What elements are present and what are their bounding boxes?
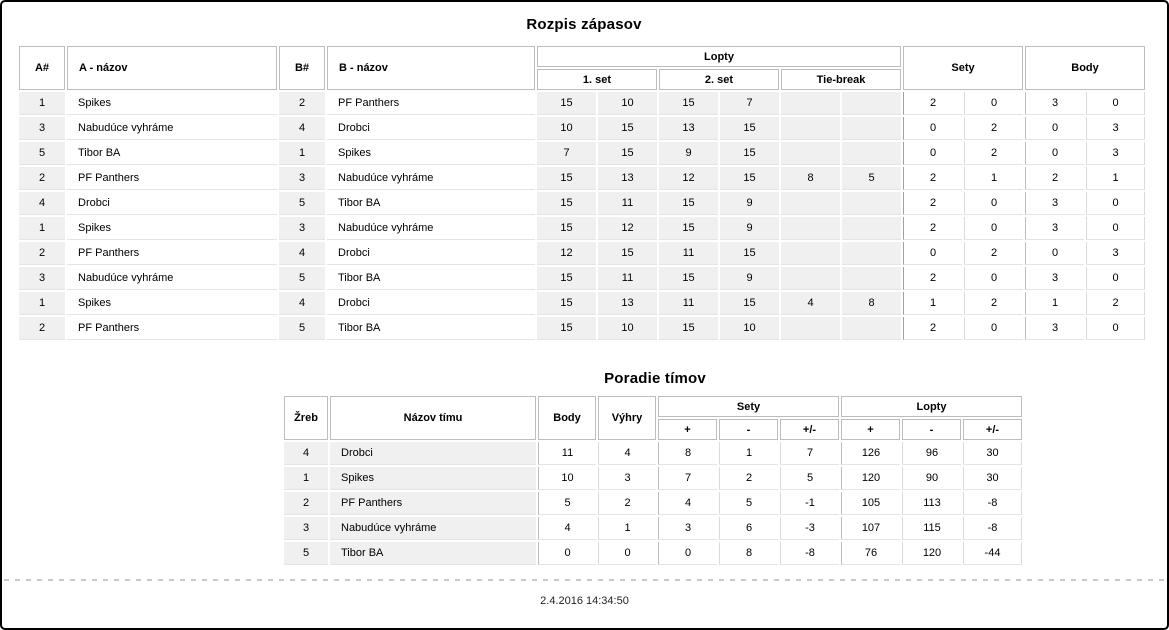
set1-balls-b: 15 (598, 242, 657, 265)
match-row (19, 167, 1145, 190)
match-a-draw: 2 (19, 317, 65, 340)
standing-team-name: Spikes (330, 467, 536, 490)
standing-sets-minus: 2 (719, 467, 778, 490)
standing-row (284, 467, 1022, 490)
sets-won-b: 0 (964, 267, 1023, 290)
col-header-set1: 1. set (537, 69, 657, 90)
standing-wins: 2 (598, 492, 656, 515)
match-row (19, 142, 1145, 165)
match-b-draw: 5 (279, 192, 325, 215)
match-a-team: Tibor BA (67, 142, 277, 165)
col-header-a-draw: A# (19, 46, 65, 90)
match-b-team: Nabudúce vyhráme (327, 167, 535, 190)
standing-balls-minus: 120 (902, 542, 961, 565)
set2-balls-b: 10 (720, 317, 779, 340)
set1-balls-a: 15 (537, 217, 596, 240)
match-points-b: 0 (1086, 317, 1145, 340)
standing-draw: 1 (284, 467, 328, 490)
match-points-b: 0 (1086, 92, 1145, 115)
standing-draw: 3 (284, 517, 328, 540)
match-a-draw: 2 (19, 167, 65, 190)
col-header-sets: Sety (903, 46, 1023, 90)
tiebreak-balls-b (842, 317, 901, 340)
match-a-draw: 3 (19, 117, 65, 140)
match-a-team: PF Panthers (67, 317, 277, 340)
match-a-draw: 3 (19, 267, 65, 290)
match-points-a: 3 (1025, 92, 1084, 115)
match-points-b: 3 (1086, 242, 1145, 265)
match-points-a: 0 (1025, 117, 1084, 140)
col-header-set2: 2. set (659, 69, 779, 90)
standing-team-name: Drobci (330, 442, 536, 465)
standing-row (284, 517, 1022, 540)
match-points-b: 0 (1086, 267, 1145, 290)
standing-balls-plus: 76 (841, 542, 900, 565)
col-header-sets-diff: +/- (780, 419, 839, 440)
match-b-team: Tibor BA (327, 192, 535, 215)
match-a-draw: 1 (19, 92, 65, 115)
set2-balls-b: 15 (720, 292, 779, 315)
sets-won-b: 2 (964, 142, 1023, 165)
sets-won-a: 0 (903, 117, 962, 140)
tiebreak-balls-a (781, 242, 840, 265)
sets-won-a: 1 (903, 292, 962, 315)
match-b-team: Tibor BA (327, 317, 535, 340)
tiebreak-balls-b: 8 (842, 292, 901, 315)
set1-balls-a: 15 (537, 292, 596, 315)
standing-wins: 1 (598, 517, 656, 540)
standing-wins: 4 (598, 442, 656, 465)
standing-draw: 2 (284, 492, 328, 515)
tiebreak-balls-a (781, 267, 840, 290)
standing-sets-minus: 8 (719, 542, 778, 565)
standing-wins: 0 (598, 542, 656, 565)
standing-points: 10 (538, 467, 596, 490)
standing-balls-plus: 107 (841, 517, 900, 540)
standing-sets-diff: -1 (780, 492, 839, 515)
col-header-b-draw: B# (279, 46, 325, 90)
match-b-draw: 2 (279, 92, 325, 115)
sets-won-a: 0 (903, 242, 962, 265)
standing-row (284, 542, 1022, 565)
set1-balls-b: 10 (598, 92, 657, 115)
match-points-a: 3 (1025, 317, 1084, 340)
tiebreak-balls-a (781, 92, 840, 115)
set2-balls-b: 9 (720, 192, 779, 215)
set1-balls-a: 7 (537, 142, 596, 165)
col-header-balls-minus: - (902, 419, 961, 440)
match-points-b: 3 (1086, 117, 1145, 140)
sets-won-b: 1 (964, 167, 1023, 190)
set2-balls-a: 15 (659, 92, 718, 115)
sets-won-a: 2 (903, 217, 962, 240)
standing-sets-minus: 1 (719, 442, 778, 465)
match-a-team: Spikes (67, 292, 277, 315)
tiebreak-balls-a (781, 317, 840, 340)
standing-balls-minus: 113 (902, 492, 961, 515)
match-points-b: 1 (1086, 167, 1145, 190)
match-b-draw: 5 (279, 267, 325, 290)
sets-won-a: 0 (903, 142, 962, 165)
set1-balls-a: 15 (537, 317, 596, 340)
match-b-team: PF Panthers (327, 92, 535, 115)
col-header-points: Body (538, 396, 596, 440)
standing-sets-plus: 8 (658, 442, 717, 465)
set2-balls-a: 15 (659, 192, 718, 215)
match-b-team: Nabudúce vyhráme (327, 217, 535, 240)
standing-points: 11 (538, 442, 596, 465)
standing-balls-plus: 105 (841, 492, 900, 515)
set1-balls-a: 15 (537, 267, 596, 290)
match-a-team: Spikes (67, 217, 277, 240)
tiebreak-balls-b (842, 142, 901, 165)
tiebreak-balls-b (842, 92, 901, 115)
sets-won-a: 2 (903, 167, 962, 190)
match-points-a: 1 (1025, 292, 1084, 315)
standings-title: Poradie tímov (604, 370, 706, 387)
match-a-draw: 1 (19, 292, 65, 315)
match-points-b: 2 (1086, 292, 1145, 315)
match-a-team: Nabudúce vyhráme (67, 117, 277, 140)
standing-sets-diff: 7 (780, 442, 839, 465)
set2-balls-a: 11 (659, 292, 718, 315)
col-header-balls-diff: +/- (963, 419, 1022, 440)
match-points-a: 3 (1025, 192, 1084, 215)
match-a-team: PF Panthers (67, 167, 277, 190)
col-header-a-name: A - názov (67, 46, 277, 90)
match-b-draw: 4 (279, 292, 325, 315)
match-a-team: Spikes (67, 92, 277, 115)
sets-won-b: 0 (964, 92, 1023, 115)
match-points-a: 0 (1025, 242, 1084, 265)
col-header-b-name: B - názov (327, 46, 535, 90)
match-points-a: 0 (1025, 142, 1084, 165)
sets-won-a: 2 (903, 92, 962, 115)
standing-sets-plus: 0 (658, 542, 717, 565)
set1-balls-b: 11 (598, 267, 657, 290)
sets-won-b: 2 (964, 292, 1023, 315)
set2-balls-a: 13 (659, 117, 718, 140)
tiebreak-balls-b (842, 192, 901, 215)
standing-draw: 4 (284, 442, 328, 465)
col-header-balls-plus: + (841, 419, 900, 440)
col-header-tiebreak: Tie-break (781, 69, 901, 90)
page-break-separator (4, 579, 1165, 581)
match-b-draw: 3 (279, 167, 325, 190)
match-b-team: Drobci (327, 117, 535, 140)
col-header-sets-minus: - (719, 419, 778, 440)
standing-balls-plus: 126 (841, 442, 900, 465)
set1-balls-b: 15 (598, 142, 657, 165)
set2-balls-a: 12 (659, 167, 718, 190)
set2-balls-a: 15 (659, 217, 718, 240)
match-a-draw: 1 (19, 217, 65, 240)
match-b-team: Drobci (327, 242, 535, 265)
col-header-wins: Výhry (598, 396, 656, 440)
col-header-team-name: Názov tímu (330, 396, 536, 440)
standing-points: 4 (538, 517, 596, 540)
standing-balls-minus: 90 (902, 467, 961, 490)
set1-balls-a: 15 (537, 167, 596, 190)
sets-won-b: 2 (964, 117, 1023, 140)
match-row (19, 267, 1145, 290)
standing-sets-plus: 7 (658, 467, 717, 490)
match-a-draw: 4 (19, 192, 65, 215)
standing-sets-plus: 4 (658, 492, 717, 515)
standing-balls-diff: -8 (963, 492, 1022, 515)
set2-balls-a: 9 (659, 142, 718, 165)
standing-balls-minus: 96 (902, 442, 961, 465)
standing-sets-plus: 3 (658, 517, 717, 540)
tiebreak-balls-a (781, 142, 840, 165)
match-row (19, 117, 1145, 140)
sets-won-b: 0 (964, 192, 1023, 215)
standing-sets-diff: -8 (780, 542, 839, 565)
standing-balls-diff: 30 (963, 467, 1022, 490)
print-timestamp: 2.4.2016 14:34:50 (540, 595, 629, 607)
match-row (19, 92, 1145, 115)
set2-balls-a: 15 (659, 317, 718, 340)
match-points-a: 3 (1025, 267, 1084, 290)
match-row (19, 192, 1145, 215)
tiebreak-balls-b (842, 242, 901, 265)
set1-balls-b: 15 (598, 117, 657, 140)
tiebreak-balls-a (781, 217, 840, 240)
set1-balls-b: 13 (598, 167, 657, 190)
set2-balls-b: 15 (720, 167, 779, 190)
schedule-title: Rozpis zápasov (526, 16, 642, 33)
match-points-a: 3 (1025, 217, 1084, 240)
tiebreak-balls-b (842, 117, 901, 140)
standing-team-name: PF Panthers (330, 492, 536, 515)
match-points-b: 0 (1086, 192, 1145, 215)
set2-balls-a: 11 (659, 242, 718, 265)
schedule-header-row-1 (19, 46, 1145, 67)
col-header-balls-group: Lopty (841, 396, 1022, 417)
set1-balls-b: 10 (598, 317, 657, 340)
match-points-b: 3 (1086, 142, 1145, 165)
standing-sets-minus: 6 (719, 517, 778, 540)
set2-balls-b: 15 (720, 117, 779, 140)
standing-balls-diff: 30 (963, 442, 1022, 465)
tiebreak-balls-a: 8 (781, 167, 840, 190)
set2-balls-b: 9 (720, 217, 779, 240)
match-b-draw: 4 (279, 242, 325, 265)
set1-balls-a: 10 (537, 117, 596, 140)
standing-row (284, 492, 1022, 515)
match-b-team: Drobci (327, 292, 535, 315)
tiebreak-balls-b (842, 217, 901, 240)
match-row (19, 292, 1145, 315)
standing-points: 5 (538, 492, 596, 515)
match-b-draw: 5 (279, 317, 325, 340)
set2-balls-b: 15 (720, 142, 779, 165)
standings-header-row-1 (284, 396, 1022, 417)
set2-balls-b: 15 (720, 242, 779, 265)
sets-won-b: 2 (964, 242, 1023, 265)
set1-balls-b: 13 (598, 292, 657, 315)
match-row (19, 217, 1145, 240)
match-a-team: Nabudúce vyhráme (67, 267, 277, 290)
standing-balls-minus: 115 (902, 517, 961, 540)
standing-points: 0 (538, 542, 596, 565)
set1-balls-a: 15 (537, 192, 596, 215)
match-points-a: 2 (1025, 167, 1084, 190)
standing-team-name: Nabudúce vyhráme (330, 517, 536, 540)
standing-sets-diff: 5 (780, 467, 839, 490)
match-a-team: PF Panthers (67, 242, 277, 265)
standing-sets-minus: 5 (719, 492, 778, 515)
standing-draw: 5 (284, 542, 328, 565)
tiebreak-balls-b: 5 (842, 167, 901, 190)
standing-team-name: Tibor BA (330, 542, 536, 565)
sets-won-b: 0 (964, 217, 1023, 240)
sets-won-a: 2 (903, 317, 962, 340)
tiebreak-balls-a (781, 117, 840, 140)
match-row (19, 317, 1145, 340)
schedule-table (17, 44, 1147, 342)
set1-balls-a: 15 (537, 92, 596, 115)
match-row (19, 242, 1145, 265)
match-b-draw: 4 (279, 117, 325, 140)
match-b-team: Spikes (327, 142, 535, 165)
standings-table (282, 394, 1024, 567)
set1-balls-b: 11 (598, 192, 657, 215)
col-header-sets-plus: + (658, 419, 717, 440)
standing-balls-diff: -8 (963, 517, 1022, 540)
tiebreak-balls-a (781, 192, 840, 215)
standing-row (284, 442, 1022, 465)
set2-balls-a: 15 (659, 267, 718, 290)
match-a-draw: 5 (19, 142, 65, 165)
match-b-draw: 3 (279, 217, 325, 240)
set1-balls-a: 12 (537, 242, 596, 265)
match-b-draw: 1 (279, 142, 325, 165)
match-a-draw: 2 (19, 242, 65, 265)
set2-balls-b: 9 (720, 267, 779, 290)
sets-won-b: 0 (964, 317, 1023, 340)
col-header-draw: Žreb (284, 396, 328, 440)
standing-wins: 3 (598, 467, 656, 490)
standing-sets-diff: -3 (780, 517, 839, 540)
tiebreak-balls-b (842, 267, 901, 290)
col-header-sets-group: Sety (658, 396, 839, 417)
match-b-team: Tibor BA (327, 267, 535, 290)
col-header-balls-group: Lopty (537, 46, 901, 67)
match-points-b: 0 (1086, 217, 1145, 240)
col-header-points: Body (1025, 46, 1145, 90)
set1-balls-b: 12 (598, 217, 657, 240)
tiebreak-balls-a: 4 (781, 292, 840, 315)
match-a-team: Drobci (67, 192, 277, 215)
sets-won-a: 2 (903, 267, 962, 290)
standing-balls-plus: 120 (841, 467, 900, 490)
standing-balls-diff: -44 (963, 542, 1022, 565)
set2-balls-b: 7 (720, 92, 779, 115)
sets-won-a: 2 (903, 192, 962, 215)
